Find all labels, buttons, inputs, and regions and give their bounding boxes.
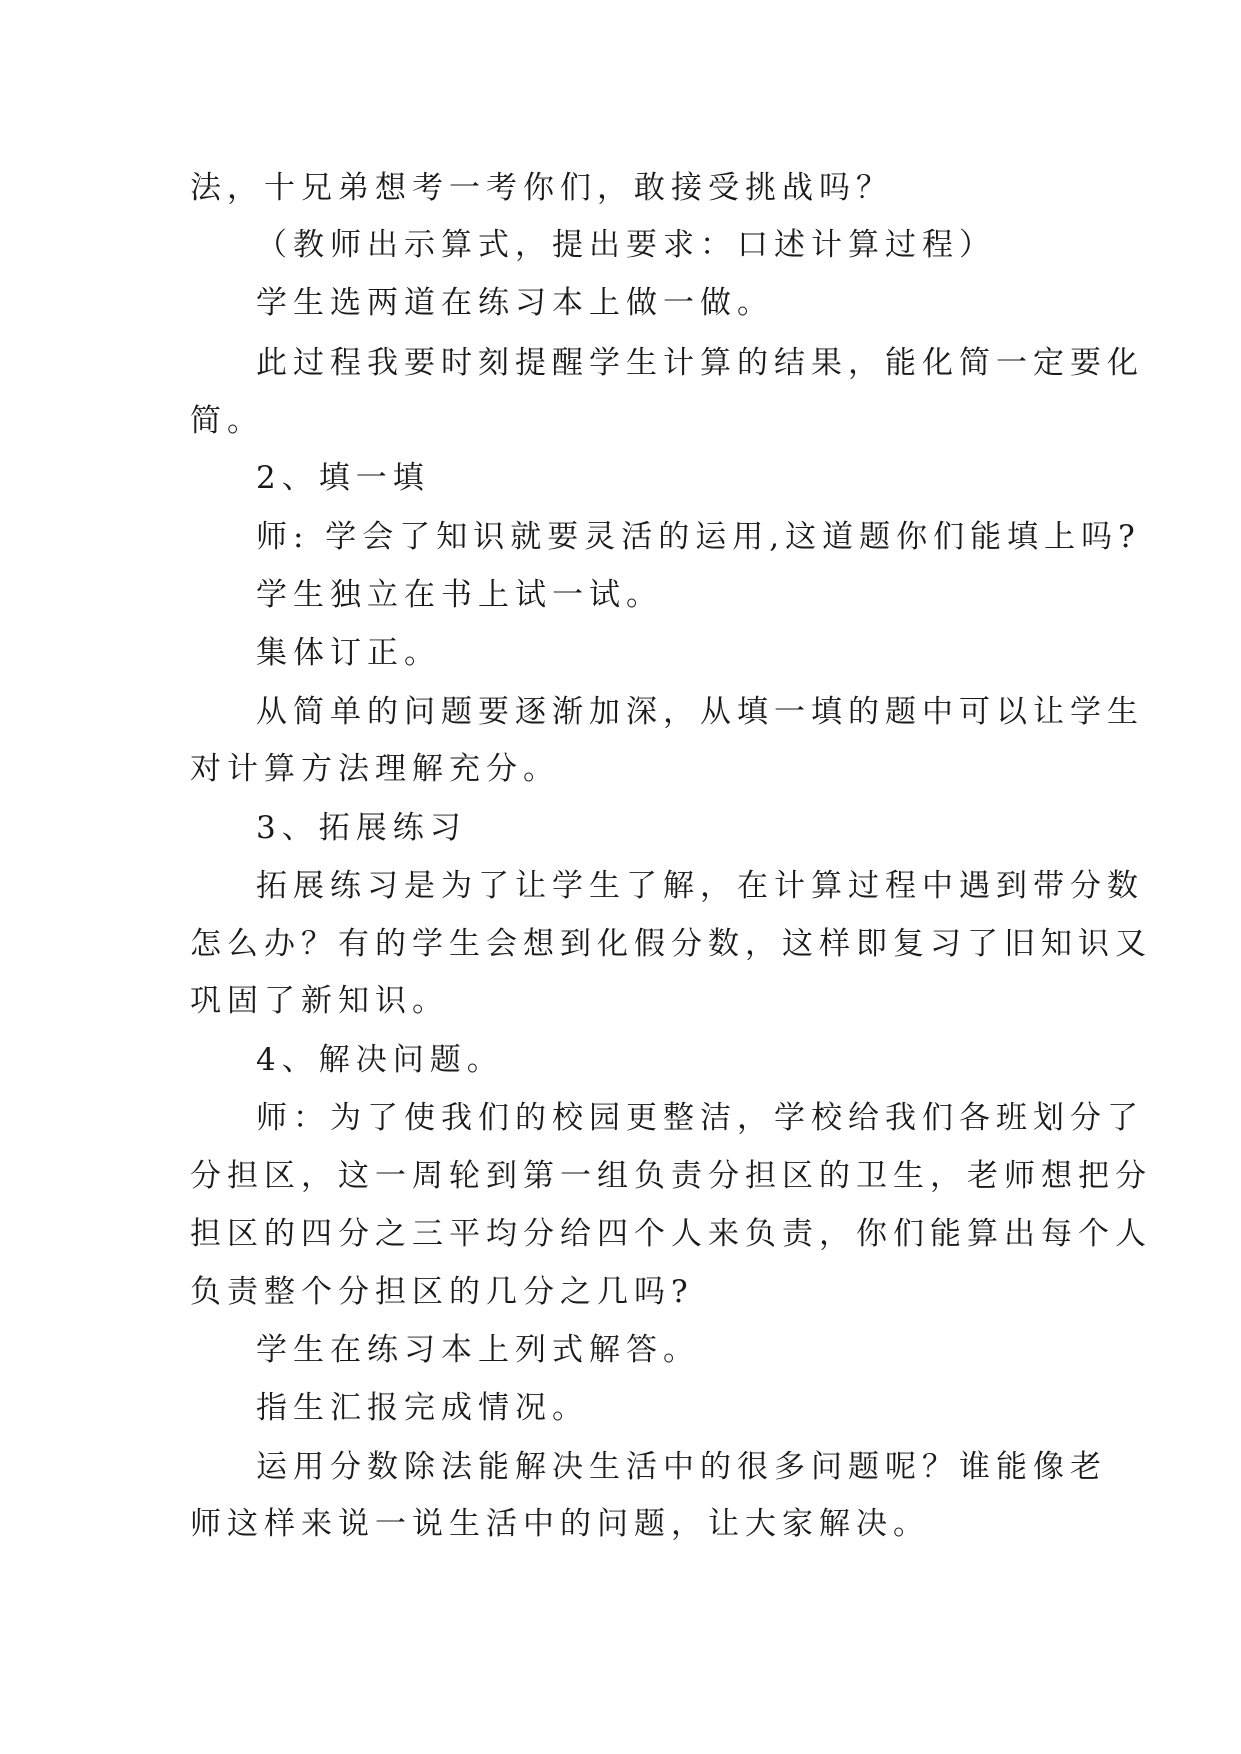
text-line: 拓展练习是为了让学生了解，在计算过程中遇到带分数 bbox=[256, 868, 1144, 904]
text-line: 学生独立在书上试一试。 bbox=[256, 577, 663, 613]
section-heading: 3、拓展练习 bbox=[256, 810, 467, 846]
text-line: 指生汇报完成情况。 bbox=[256, 1390, 589, 1426]
text-line: 怎么办？有的学生会想到化假分数，这样即复习了旧知识又 bbox=[190, 926, 1152, 962]
text-line: 此过程我要时刻提醒学生计算的结果，能化简一定要化 bbox=[256, 345, 1144, 381]
section-heading: 2、填一填 bbox=[256, 460, 430, 496]
text-line: 学生在练习本上列式解答。 bbox=[256, 1332, 700, 1368]
section-heading: 4、解决问题。 bbox=[256, 1042, 504, 1078]
text-line: （教师出示算式，提出要求：口述计算过程） bbox=[256, 227, 996, 263]
text-line: 师：为了使我们的校园更整洁，学校给我们各班划分了 bbox=[256, 1100, 1144, 1136]
text-line: 运用分数除法能解决生活中的很多问题呢？谁能像老 bbox=[256, 1449, 1107, 1485]
text-line: 师: 学会了知识就要灵活的运用,这道题你们能填上吗? bbox=[256, 519, 1141, 555]
text-line: 法，十兄弟想考一考你们，敢接受挑战吗？ bbox=[190, 170, 893, 206]
text-line: 简。 bbox=[190, 403, 264, 439]
text-line: 担区的四分之三平均分给四个人来负责，你们能算出每个人 bbox=[190, 1216, 1152, 1252]
text-line: 负责整个分担区的几分之几吗? bbox=[190, 1274, 694, 1310]
text-line: 师这样来说一说生活中的问题，让大家解决。 bbox=[190, 1506, 930, 1542]
text-line: 对计算方法理解充分。 bbox=[190, 751, 560, 787]
text-line: 巩固了新知识。 bbox=[190, 983, 449, 1019]
text-line: 从简单的问题要逐渐加深，从填一填的题中可以让学生 bbox=[256, 694, 1144, 730]
text-line: 学生选两道在练习本上做一做。 bbox=[256, 285, 774, 321]
text-line: 分担区，这一周轮到第一组负责分担区的卫生，老师想把分 bbox=[190, 1158, 1152, 1194]
text-line: 集体订正。 bbox=[256, 635, 441, 671]
